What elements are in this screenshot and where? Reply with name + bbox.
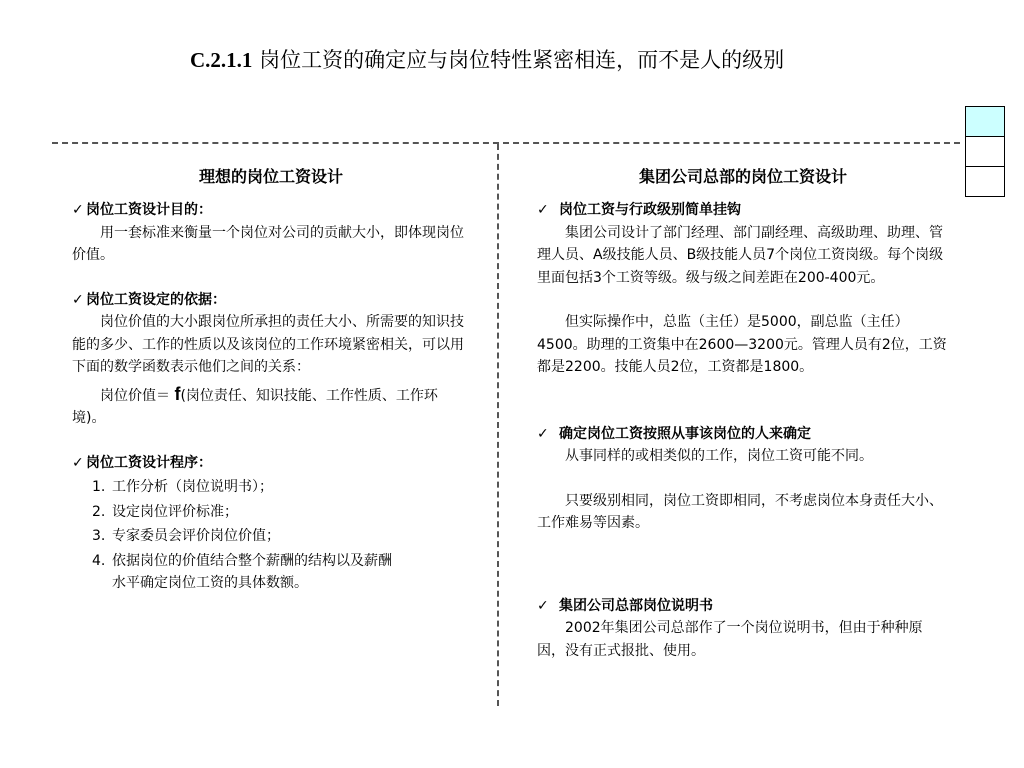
right-section-person-body: 从事同样的或相类似的工作，岗位工资可能不同。 [565, 448, 873, 464]
check-icon: ✓ [537, 425, 549, 442]
left-heading: 理想的岗位工资设计 [198, 167, 343, 186]
check-icon: ✓ [72, 202, 84, 218]
right-section-link-body: 集团公司设计了部门经理、部门副经理、高级助理、助理、管理人员、A级技能人员、B级技能人员7个岗位工资岗级。每个岗级里面包括3个工资等级。级与级之间差距在200-400元。 [537, 224, 944, 286]
right-section-link-title: ✓ 岗位工资与行政级别简单挂钩 [537, 199, 949, 222]
title-text: 岗位工资的确定应与岗位特性紧密相连，而不是人的级别 [259, 48, 785, 72]
left-section-basis-body: 岗位价值的大小跟岗位所承担的责任大小、所需要的知识技能的多少、工作的性质以及该岗位的工作环境紧密相关，可以用下面的数学函数表示他们之间的关系： [72, 314, 464, 375]
left-section-purpose-body: 用一套标准来衡量一个岗位对公司的贡献大小，即体现岗位价值。 [72, 224, 464, 263]
formula-f: f [174, 383, 181, 404]
check-icon: ✓ [72, 291, 84, 308]
right-heading: 集团公司总部的岗位工资设计 [638, 167, 847, 186]
page-title [190, 44, 990, 76]
right-section-jd-body: 2002年集团公司总部作了一个岗位说明书，但由于种种原因，没有正式报批、使用。 [537, 620, 923, 659]
vertical-divider [497, 144, 499, 706]
procedure-step: 1. 工作分析（岗位说明书）； [92, 479, 273, 495]
procedure-step: 2. 设定岗位评价标准； [92, 503, 238, 520]
right-section-person-body-2: 只要级别相同，岗位工资即相同，不考虑岗位本身责任大小、工作难易等因素。 [537, 492, 943, 531]
left-column [72, 165, 470, 595]
check-icon: ✓ [537, 202, 549, 218]
right-column [537, 165, 949, 662]
check-icon: ✓ [72, 454, 84, 471]
formula: 岗位价值＝ f(岗位责任、知识技能、工作性质、工作环境)。 [72, 383, 438, 426]
right-section-person-title: ✓ 确定岗位工资按照从事该岗位的人来确定 [537, 423, 949, 446]
left-section-basis-title: ✓ 岗位工资设定的依据： [72, 289, 470, 312]
color-legend [965, 106, 1005, 197]
title-code: C.2.1.1 [190, 48, 253, 72]
legend-box-white-2 [965, 167, 1005, 197]
procedure-step: 3. 专家委员会评价岗位价值； [92, 528, 280, 544]
right-section-link-body-2: 但实际操作中，总监（主任）是5000，副总监（主任）4500。助理的工资集中在2600—3200元。管理人员有2位，工资都是2200。技能人员2位，工资都是1800。 [537, 314, 947, 375]
legend-box-white-1 [965, 137, 1005, 167]
right-section-jd-title: ✓ 集团公司总部岗位说明书 [537, 595, 949, 618]
check-icon: ✓ [537, 597, 549, 614]
left-section-procedure-title: ✓ 岗位工资设计程序： [72, 452, 470, 475]
legend-box-cyan [965, 106, 1005, 137]
horizontal-divider [52, 142, 960, 144]
left-section-purpose-title: ✓ 岗位工资设计目的： [72, 199, 470, 222]
procedure-step-continuation: 水平确定岗位工资的具体数额。 [112, 575, 308, 591]
procedure-step: 4. 依据岗位的价值结合整个薪酬的结构以及薪酬 [92, 552, 392, 569]
